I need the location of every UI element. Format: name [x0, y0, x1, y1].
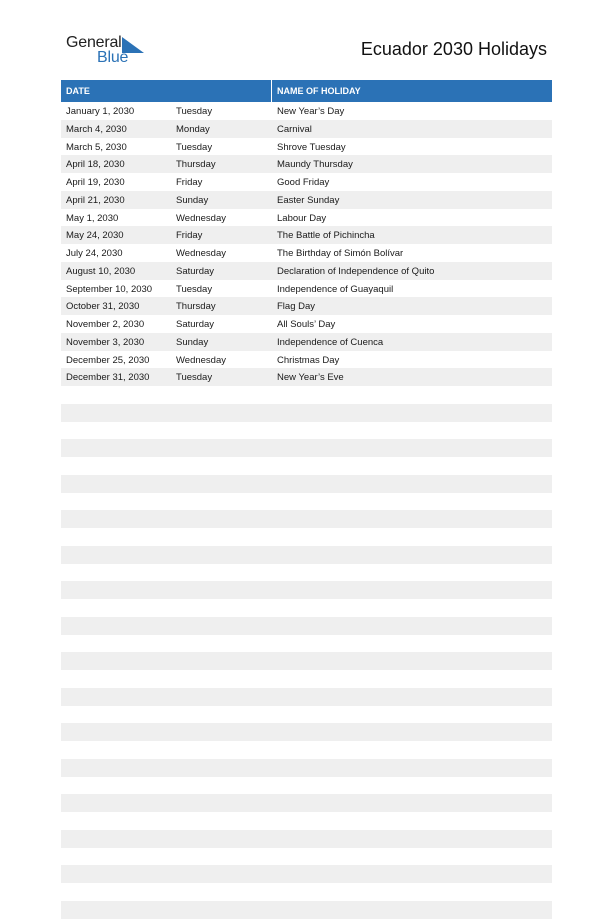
row-weekday: Wednesday: [176, 354, 226, 366]
table-row: [61, 635, 552, 653]
row-date: November 2, 2030: [66, 319, 145, 330]
row-holiday-name: Christmas Day: [277, 354, 340, 366]
row-holiday-name: Easter Sunday: [277, 194, 340, 206]
table-row: [61, 102, 552, 120]
row-weekday: Sunday: [176, 336, 209, 348]
table-row: [61, 830, 552, 848]
table-row: [61, 883, 552, 901]
row-holiday-name: The Battle of Pichincha: [277, 230, 375, 242]
row-date: August 10, 2030: [66, 265, 136, 277]
row-weekday: Tuesday: [176, 283, 213, 295]
table-row: [61, 368, 552, 386]
row-date: September 10, 2030: [66, 283, 153, 295]
row-holiday-name: The Birthday of Simón Bolívar: [277, 248, 404, 259]
table-row: [61, 723, 552, 741]
table-row: [61, 706, 552, 724]
row-date: December 25, 2030: [66, 354, 150, 366]
table-row: [61, 439, 552, 457]
table-row: [61, 280, 552, 298]
table-row: [61, 528, 552, 546]
row-weekday: Sunday: [176, 194, 209, 206]
table-row: [61, 546, 552, 564]
table-row: [61, 262, 552, 280]
row-holiday-name: Maundy Thursday: [277, 159, 353, 171]
row-weekday: Saturday: [176, 265, 215, 277]
table-row: [61, 794, 552, 812]
table-row: [61, 741, 552, 759]
table-row: [61, 333, 552, 351]
table-row: [61, 191, 552, 209]
row-date: May 1, 2030: [66, 212, 119, 224]
table-row: [61, 581, 552, 599]
table-row: [61, 386, 552, 404]
table-row: [61, 848, 552, 866]
table-row: [61, 510, 552, 528]
table-row: [61, 457, 552, 475]
table-row: [61, 493, 552, 511]
table-row: [61, 759, 552, 777]
row-holiday-name: Good Friday: [277, 177, 330, 188]
row-date: December 31, 2030: [66, 372, 150, 384]
table-row: [61, 155, 552, 173]
row-holiday-name: Labour Day: [277, 212, 327, 224]
generalblue-logo: [66, 34, 156, 70]
table-row: [61, 404, 552, 422]
row-weekday: Tuesday: [176, 141, 213, 153]
row-date: November 3, 2030: [66, 336, 145, 348]
row-holiday-name: Shrove Tuesday: [277, 141, 346, 153]
table-row: [61, 226, 552, 244]
row-weekday: Saturday: [176, 319, 215, 330]
header-date: DATE: [66, 86, 90, 96]
row-holiday-name: New Year’s Day: [277, 106, 345, 117]
table-row: [61, 564, 552, 582]
row-holiday-name: Carnival: [277, 123, 312, 135]
table-row: [61, 475, 552, 493]
row-weekday: Thursday: [176, 159, 216, 171]
row-weekday: Friday: [176, 177, 203, 188]
table-row: [61, 209, 552, 227]
row-holiday-name: Independence of Guayaquil: [277, 283, 394, 295]
row-date: October 31, 2030: [66, 301, 140, 313]
page-title: Ecuador 2030 Holidays: [360, 39, 547, 59]
row-holiday-name: All Souls’ Day: [277, 319, 336, 330]
row-date: March 4, 2030: [66, 123, 127, 135]
table-row: [61, 120, 552, 138]
row-date: April 18, 2030: [66, 159, 125, 171]
logo-word-blue: Blue: [97, 49, 129, 66]
table-row: [61, 670, 552, 688]
row-holiday-name: Declaration of Independence of Quito: [277, 265, 435, 277]
row-weekday: Thursday: [176, 301, 216, 313]
table-row: [61, 173, 552, 191]
row-holiday-name: New Year’s Eve: [277, 372, 344, 384]
table-row: [61, 599, 552, 617]
table-body: [61, 102, 552, 919]
table-row: [61, 901, 552, 919]
row-date: January 1, 2030: [66, 106, 135, 117]
table-row: [61, 812, 552, 830]
table-row: [61, 138, 552, 156]
row-date: April 21, 2030: [66, 194, 125, 206]
row-date: July 24, 2030: [66, 248, 123, 259]
header-holiday-name: NAME OF HOLIDAY: [277, 86, 361, 96]
row-weekday: Wednesday: [176, 212, 226, 224]
row-holiday-name: Independence of Cuenca: [277, 336, 384, 348]
table-row: [61, 617, 552, 635]
table-row: [61, 422, 552, 440]
row-weekday: Tuesday: [176, 106, 213, 117]
row-date: April 19, 2030: [66, 177, 125, 188]
row-holiday-name: Flag Day: [277, 301, 316, 313]
table-row: [61, 244, 552, 262]
table-header: [61, 80, 552, 102]
table-row: [61, 297, 552, 315]
table-row: [61, 652, 552, 670]
table-row: [61, 315, 552, 333]
table-row: [61, 351, 552, 369]
row-date: March 5, 2030: [66, 141, 127, 153]
row-weekday: Wednesday: [176, 248, 226, 259]
row-weekday: Monday: [176, 123, 210, 135]
row-weekday: Tuesday: [176, 372, 213, 384]
header-divider: [271, 80, 272, 102]
table-row: [61, 865, 552, 883]
holiday-table: [61, 80, 552, 919]
logo-word-general: General: [66, 34, 122, 51]
row-date: May 24, 2030: [66, 230, 124, 242]
row-weekday: Friday: [176, 230, 203, 242]
table-row: [61, 688, 552, 706]
